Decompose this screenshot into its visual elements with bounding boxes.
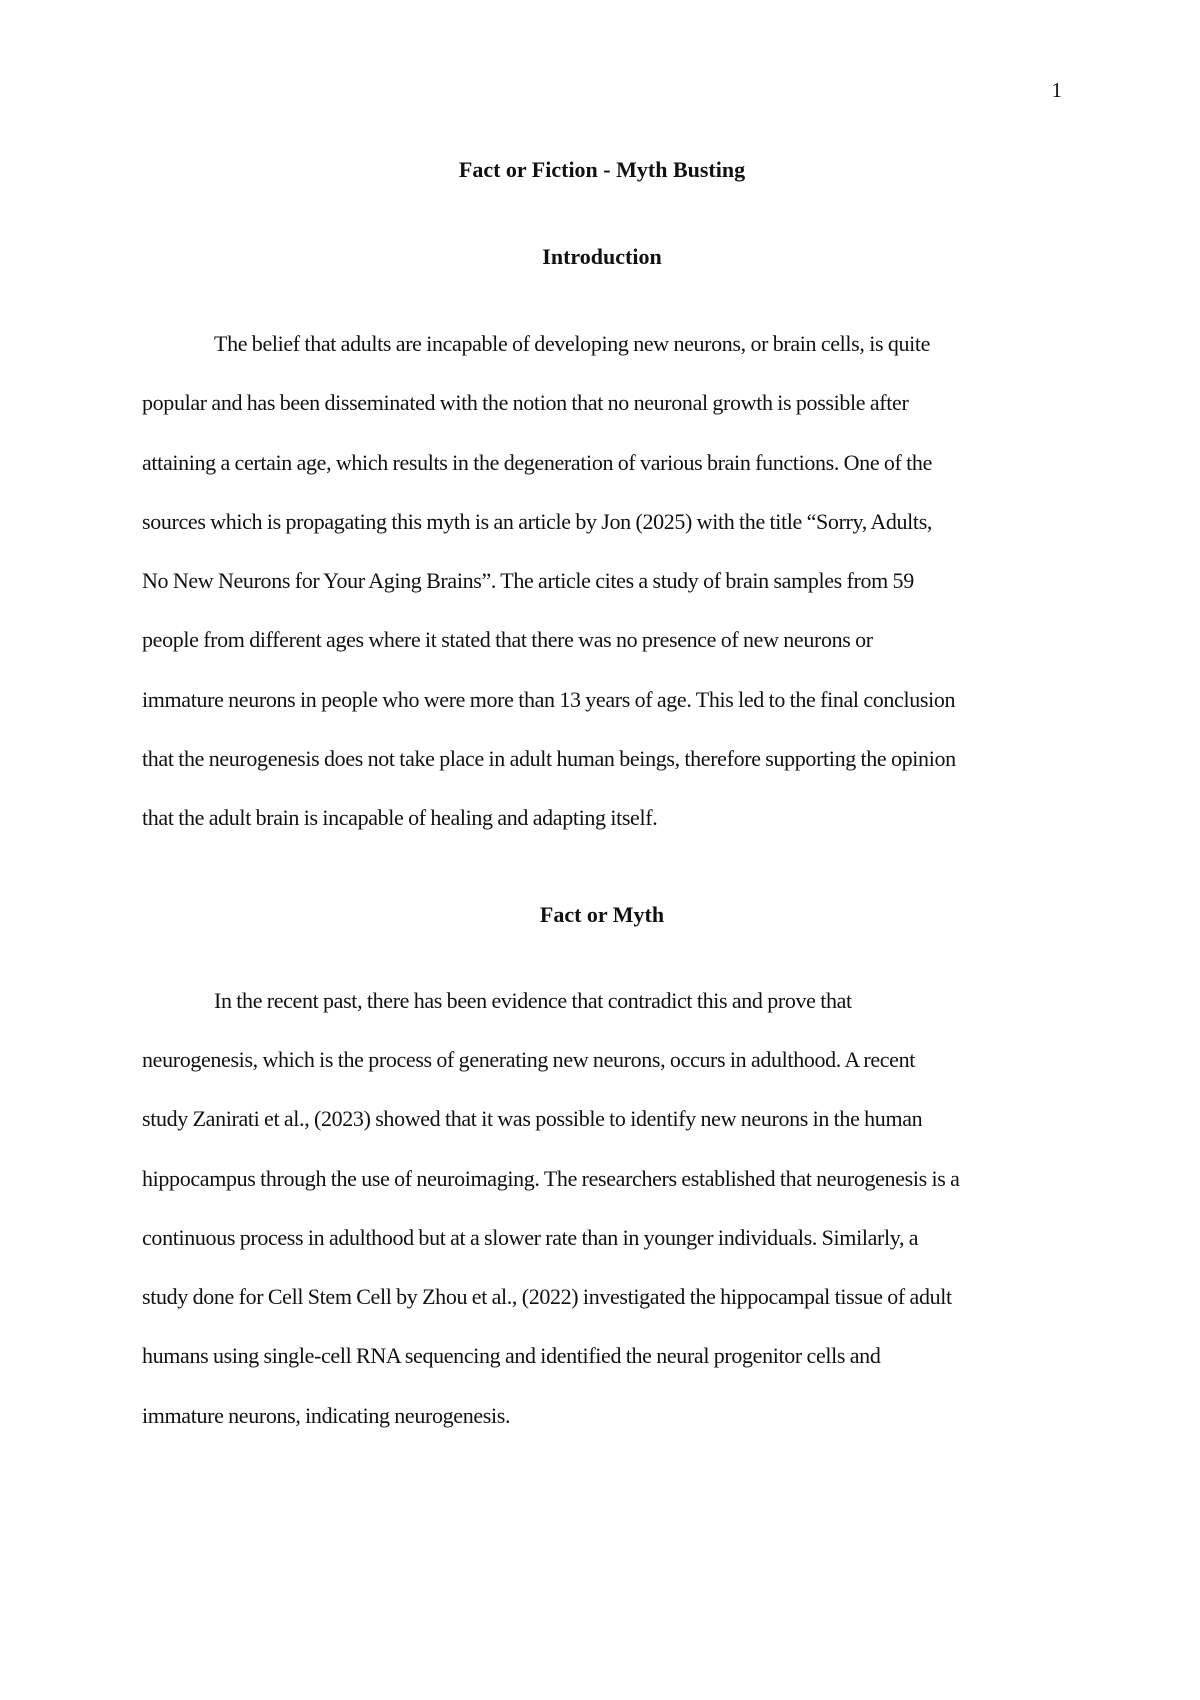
paragraph-line: immature neurons, indicating neurogenesis.	[142, 1402, 511, 1428]
fact-or-myth-paragraph	[142, 971, 1062, 1445]
paragraph-line: neurogenesis, which is the process of generating new neurons, occurs in adulthood. A recent	[142, 1046, 915, 1072]
paragraph-line: immature neurons in people who were more than 13 years of age. This led to the final conclusion	[142, 686, 956, 712]
paragraph-line: popular and has been disseminated with the notion that no neuronal growth is possible after	[142, 390, 909, 416]
section-heading-fact-or-myth: Fact or Myth	[539, 901, 665, 927]
paragraph-line: study done for Cell Stem Cell by Zhou et al., (2022) investigated the hippocampal tissue of adult	[142, 1284, 952, 1310]
paragraph-line: people from different ages where it stated that there was no presence of new neurons or	[142, 627, 873, 653]
paragraph-line: continuous process in adulthood but at a slower rate than in younger individuals. Similarly, a	[142, 1224, 919, 1250]
paragraph-line: that the adult brain is incapable of healing and adapting itself.	[142, 805, 658, 831]
section-heading-introduction: Introduction	[542, 244, 662, 269]
paragraph-line: In the recent past, there has been evidence that contradict this and prove that	[214, 987, 852, 1013]
paragraph-line: humans using single-cell RNA sequencing and identified the neural progenitor cells and	[142, 1343, 881, 1369]
introduction-paragraph	[142, 314, 1062, 848]
paragraph-line: sources which is propagating this myth is an article by Jon (2025) with the title “Sorry, Adults,	[142, 508, 933, 534]
paragraph-line: hippocampus through the use of neuroimaging. The researchers established that neurogenesis is a	[142, 1165, 960, 1191]
paragraph-line: attaining a certain age, which results in the degeneration of various brain functions. One of the	[142, 449, 932, 475]
paragraph-line: study Zanirati et al., (2023) showed that it was possible to identify new neurons in the human	[142, 1106, 923, 1132]
paragraph-line: No New Neurons for Your Aging Brains”. The article cites a study of brain samples from 59	[142, 568, 914, 594]
page-number: 1	[1051, 78, 1062, 102]
document-title: Fact or Fiction - Myth Busting	[458, 157, 746, 182]
paragraph-line: that the neurogenesis does not take place in adult human beings, therefore supporting the opinion	[142, 746, 956, 772]
paragraph-line: The belief that adults are incapable of developing new neurons, or brain cells, is quite	[214, 331, 931, 356]
document-body	[142, 155, 1062, 1445]
